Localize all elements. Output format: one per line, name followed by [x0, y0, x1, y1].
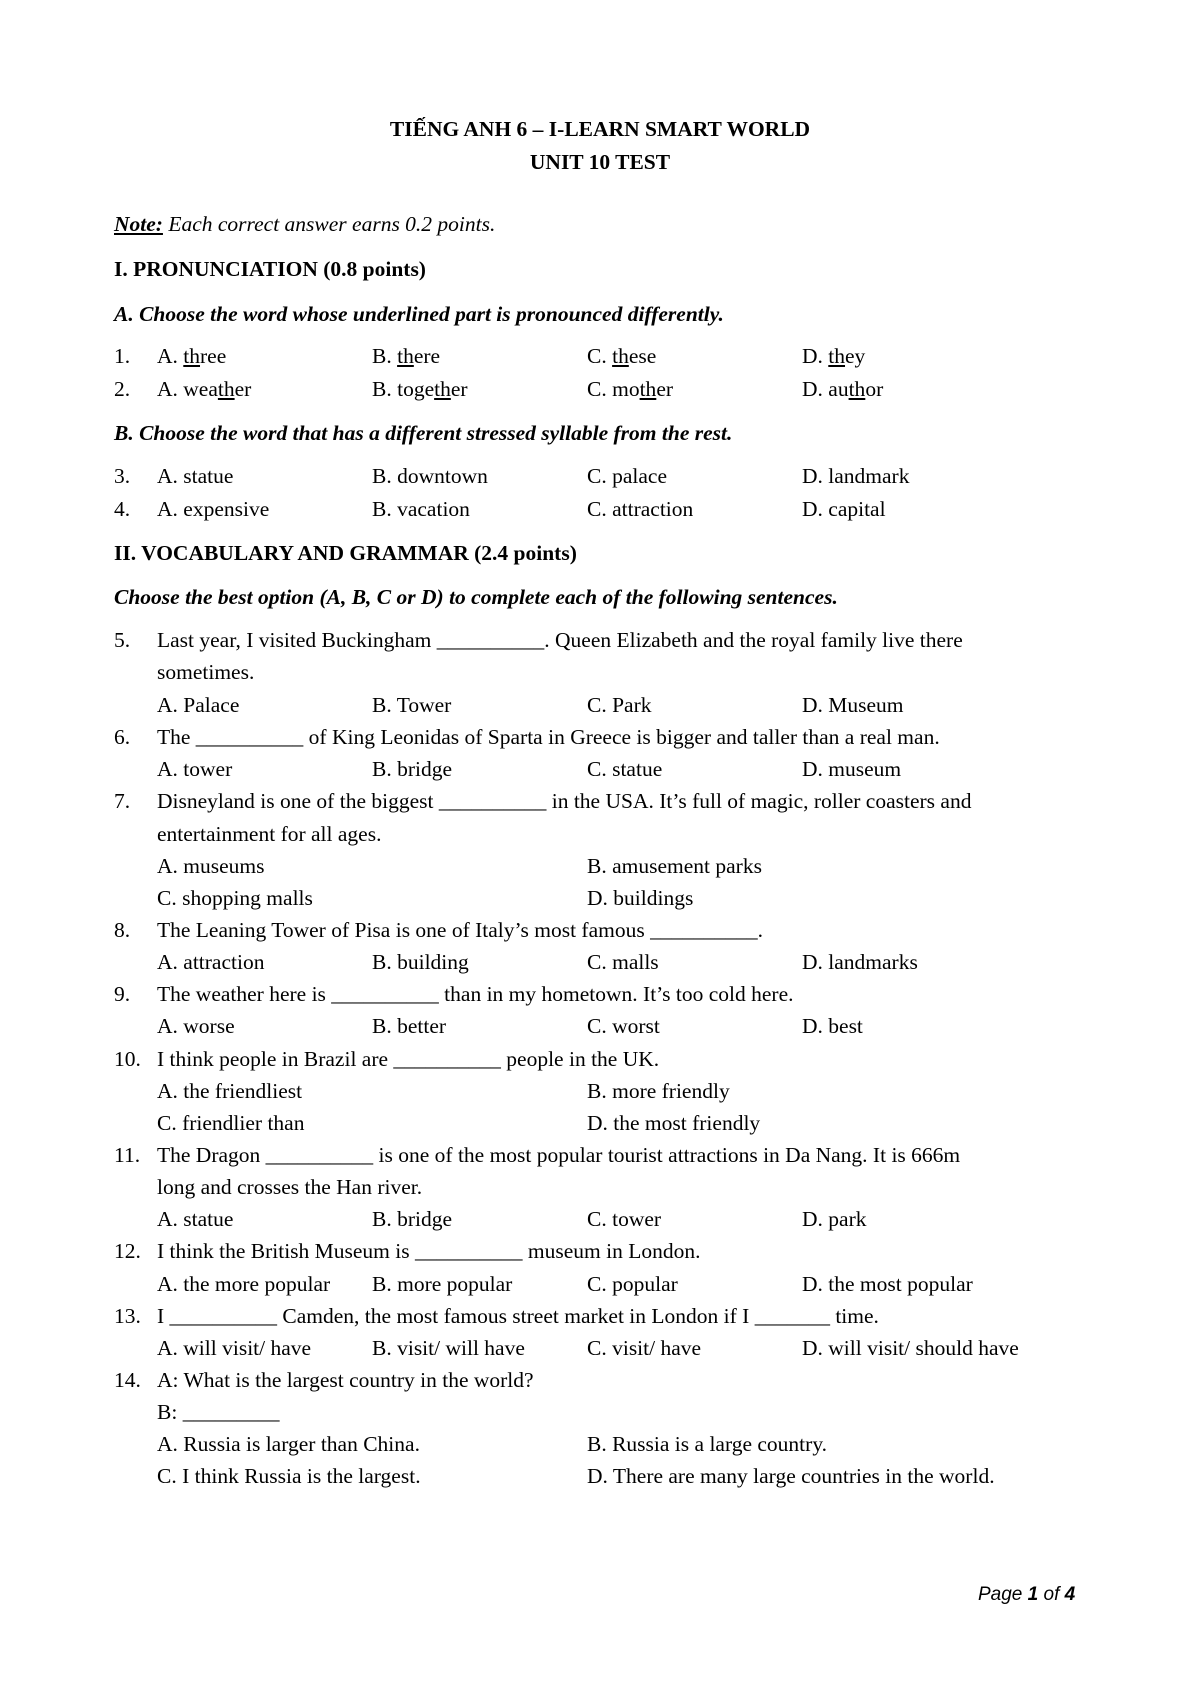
question-stem: The weather here is __________ than in my hometown. It’s too cold here.: [157, 982, 794, 1006]
option-a: A. will visit/ have: [157, 1336, 312, 1360]
option-c: C. malls: [587, 950, 659, 974]
option-c: C. attraction: [587, 497, 694, 521]
option-c: C. I think Russia is the largest.: [157, 1464, 421, 1488]
title-line-1: TIẾNG ANH 6 – I-LEARN SMART WORLD: [389, 117, 811, 141]
option-b: B. amusement parks: [587, 854, 762, 878]
option-a: A. the friendliest: [157, 1079, 303, 1103]
question-number: 11.: [114, 1143, 141, 1167]
part-a-instruction: A. Choose the word whose underlined part is pronounced differently.: [114, 302, 724, 326]
question-stem: Disneyland is one of the biggest __________ in the USA. It’s full of magic, roller coasters and: [157, 789, 972, 813]
question-stem: I think people in Brazil are __________ people in the UK.: [157, 1047, 660, 1071]
option-c: C. tower: [587, 1207, 662, 1231]
question-number: 6.: [114, 725, 131, 749]
option-c: C. worst: [587, 1014, 660, 1038]
option-b: B. building: [372, 950, 469, 974]
option-b: B. more popular: [372, 1272, 513, 1296]
question-stem: A: What is the largest country in the world?: [157, 1368, 534, 1392]
option-a: A. three: [157, 344, 227, 368]
option-a: A. tower: [157, 757, 233, 781]
option-a: A. expensive: [157, 497, 270, 521]
option-a: A. Palace: [157, 693, 240, 717]
option-d: D. they: [802, 344, 866, 368]
section-2-heading: II. VOCABULARY AND GRAMMAR (2.4 points): [114, 541, 577, 565]
question-number: 12.: [114, 1239, 141, 1263]
option-b: B. visit/ will have: [372, 1336, 525, 1360]
option-c: C. visit/ have: [587, 1336, 702, 1360]
option-a: A. the more popular: [157, 1272, 331, 1296]
option-c: C. statue: [587, 757, 663, 781]
option-b: B. better: [372, 1014, 447, 1038]
question-number: 7.: [114, 789, 131, 813]
question-stem-continued: entertainment for all ages.: [157, 822, 382, 846]
option-b: B. Tower: [372, 693, 452, 717]
question-stem: Last year, I visited Buckingham __________. Queen Elizabeth and the royal family live there: [157, 628, 963, 652]
option-c: C. these: [587, 344, 657, 368]
option-d: D. There are many large countries in the world.: [587, 1464, 995, 1488]
option-a: A. Russia is larger than China.: [157, 1432, 420, 1456]
question-number: 2.: [114, 377, 131, 401]
question-stem: The Leaning Tower of Pisa is one of Italy’s most famous __________.: [157, 918, 763, 942]
page-number: Page 1 of 4: [978, 1584, 1076, 1605]
option-d: D. author: [802, 377, 884, 401]
option-d: D. capital: [802, 497, 886, 521]
option-b: B. bridge: [372, 1207, 453, 1231]
question-stem: The Dragon __________ is one of the most popular tourist attractions in Da Nang. It is 666m: [157, 1143, 961, 1167]
question-stem: I think the British Museum is __________ museum in London.: [157, 1239, 701, 1263]
note-text: Each correct answer earns 0.2 points.: [162, 212, 496, 236]
option-b: B. there: [372, 344, 441, 368]
option-d: D. best: [802, 1014, 863, 1038]
question-number: 9.: [114, 982, 131, 1006]
option-a: A. weather: [157, 377, 252, 401]
question-stem-continued: long and crosses the Han river.: [157, 1175, 423, 1199]
option-d: D. buildings: [587, 886, 694, 910]
part-b-instruction: B. Choose the word that has a different stressed syllable from the rest.: [114, 421, 733, 445]
option-c: C. Park: [587, 693, 652, 717]
question-number: 3.: [114, 464, 131, 488]
question-stem-continued: B: _________: [157, 1400, 280, 1424]
option-a: A. attraction: [157, 950, 265, 974]
option-d: D. the most popular: [802, 1272, 973, 1296]
option-a: A. statue: [157, 464, 234, 488]
option-b: B. Russia is a large country.: [587, 1432, 828, 1456]
option-a: A. museums: [157, 854, 265, 878]
option-b: B. bridge: [372, 757, 453, 781]
question-number: 8.: [114, 918, 131, 942]
option-d: D. landmark: [802, 464, 910, 488]
note-label: Note:: [114, 212, 163, 236]
question-number: 14.: [114, 1368, 141, 1392]
option-c: C. shopping malls: [157, 886, 313, 910]
note-line: [114, 212, 495, 237]
question-stem-continued: sometimes.: [157, 660, 255, 684]
option-b: B. together: [372, 377, 468, 401]
option-d: D. Museum: [802, 693, 904, 717]
question-number: 4.: [114, 497, 131, 521]
option-d: D. park: [802, 1207, 867, 1231]
question-stem: I __________ Camden, the most famous street market in London if I _______ time.: [157, 1304, 879, 1328]
option-c: C. friendlier than: [157, 1111, 305, 1135]
option-c: C. popular: [587, 1272, 678, 1296]
question-number: 1.: [114, 344, 131, 368]
section-2-instruction: Choose the best option (A, B, C or D) to complete each of the following sentences.: [114, 585, 838, 609]
option-c: C. palace: [587, 464, 667, 488]
option-b: B. more friendly: [587, 1079, 730, 1103]
question-stem: The __________ of King Leonidas of Sparta in Greece is bigger and taller than a real man.: [157, 725, 940, 749]
option-b: B. vacation: [372, 497, 470, 521]
option-d: D. museum: [802, 757, 902, 781]
section-1-heading: I. PRONUNCIATION (0.8 points): [114, 257, 426, 281]
title-line-2: UNIT 10 TEST: [529, 150, 671, 174]
option-a: A. worse: [157, 1014, 235, 1038]
option-c: C. mother: [587, 377, 674, 401]
question-number: 10.: [114, 1047, 141, 1071]
option-a: A. statue: [157, 1207, 234, 1231]
option-d: D. the most friendly: [587, 1111, 761, 1135]
option-d: D. will visit/ should have: [802, 1336, 1019, 1360]
question-number: 5.: [114, 628, 131, 652]
option-b: B. downtown: [372, 464, 488, 488]
question-number: 13.: [114, 1304, 141, 1328]
option-d: D. landmarks: [802, 950, 918, 974]
